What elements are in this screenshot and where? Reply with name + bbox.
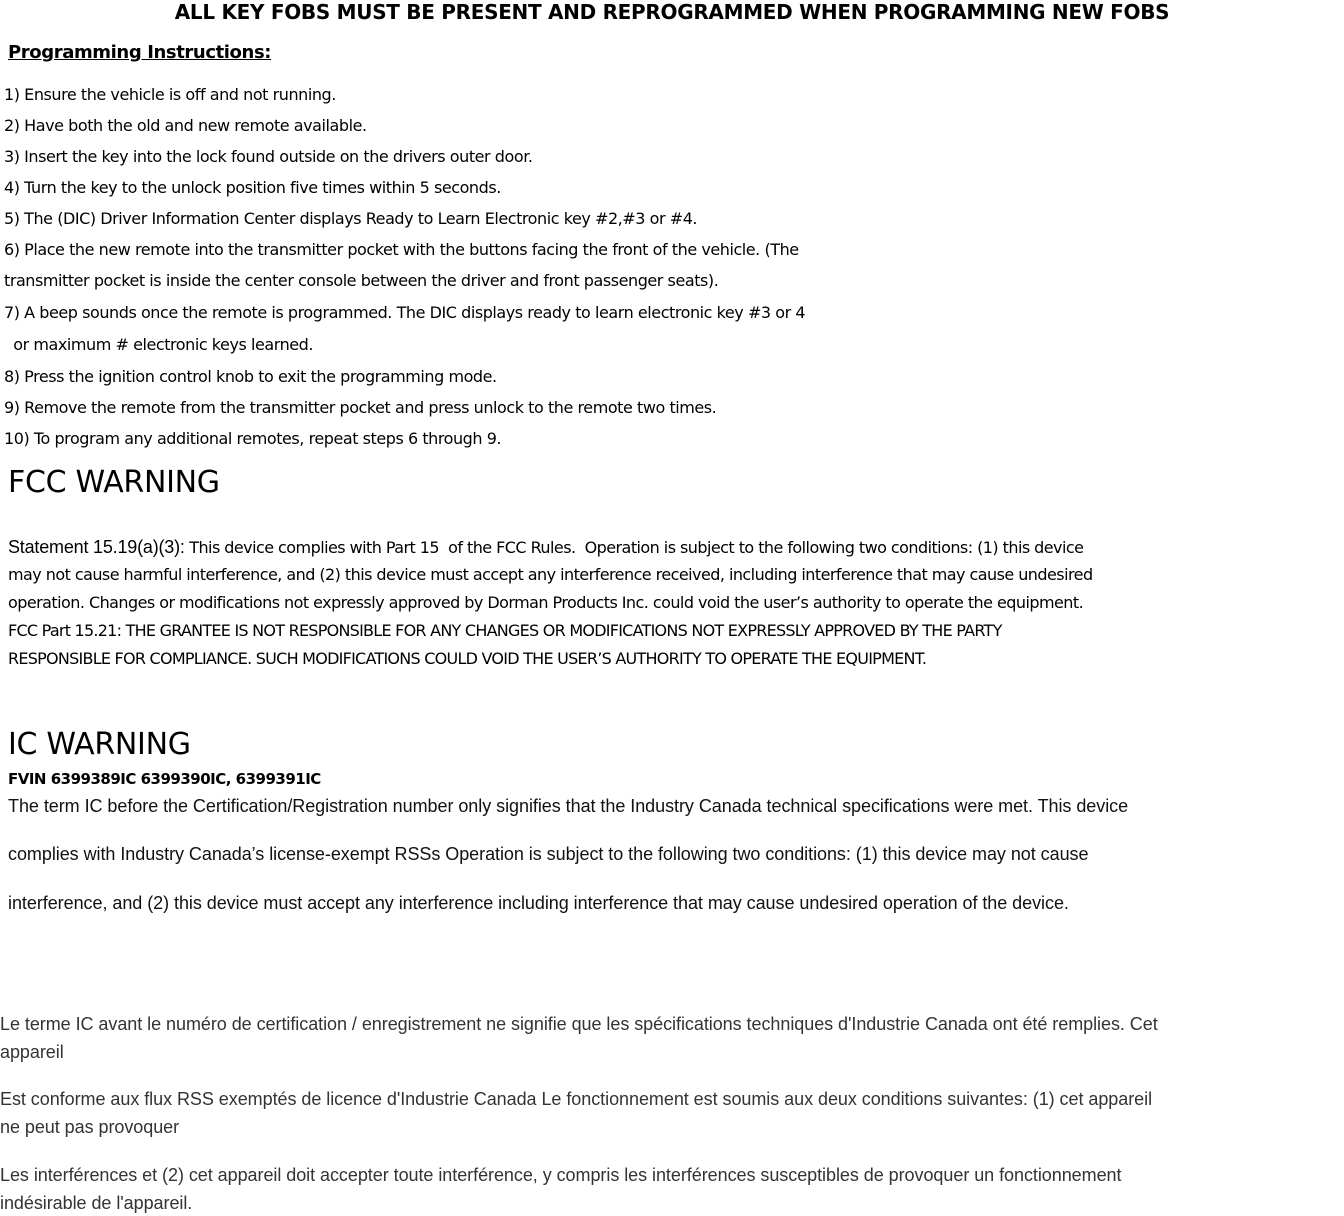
- fcc-statement-label: Statement 15.19(a)(3):: [8, 537, 185, 557]
- fcc-text-line: operation. Changes or modifications not expressly approved by Dorman Products Inc. could void the user’s authority to operate the equipment.: [8, 593, 1084, 612]
- ic-text-line: complies with Industry Canada’s license-exempt RSSs Operation is subject to the following two conditions: (1) this device may not cause: [8, 844, 1089, 864]
- fcc-statement-text: This device complies with Part 15 of the FCC Rules. Operation is subject to the following two conditions: (1) this device: [184, 538, 1084, 557]
- french-text-line: indésirable de l'appareil.: [0, 1193, 193, 1213]
- instruction-line: 5) The (DIC) Driver Information Center displays Ready to Learn Electronic key #2,#3 or #4.: [4, 209, 698, 228]
- instruction-line: transmitter pocket is inside the center console between the driver and front passenger seats).: [4, 271, 719, 290]
- key-fob-warning-banner: ALL KEY FOBS MUST BE PRESENT AND REPROGRAMMED WHEN PROGRAMMING NEW FOBS: [174, 0, 1170, 24]
- french-text-line: ne peut pas provoquer: [0, 1117, 180, 1137]
- fcc-warning-heading: FCC WARNING: [8, 465, 220, 500]
- french-text-line: Le terme IC avant le numéro de certification / enregistrement ne signifie que les spécifications techniques d'Industrie Canada ont été remplies. Cet: [0, 1014, 1158, 1034]
- instruction-line: 9) Remove the remote from the transmitter pocket and press unlock to the remote two times.: [4, 398, 717, 417]
- french-text-line: Les interférences et (2) cet appareil doit accepter toute interférence, y compris les interférences susceptibles de provoquer un fonctionnement: [0, 1165, 1122, 1185]
- ic-text-line: The term IC before the Certification/Registration number only signifies that the Industry Canada technical specifications were met. This device: [8, 796, 1129, 816]
- fcc-text-line: may not cause harmful interference, and (2) this device must accept any interference received, including interference that may cause undesired: [8, 565, 1093, 584]
- fcc-text-line: FCC Part 15.21: THE GRANTEE IS NOT RESPONSIBLE FOR ANY CHANGES OR MODIFICATIONS NOT EXPRESSLY APPROVED BY THE PARTY: [8, 621, 1002, 640]
- instruction-line: 10) To program any additional remotes, repeat steps 6 through 9.: [4, 429, 502, 448]
- ic-text-line: interference, and (2) this device must accept any interference including interference that may cause undesired operation of the device.: [8, 893, 1069, 913]
- fcc-text-line: RESPONSIBLE FOR COMPLIANCE. SUCH MODIFICATIONS COULD VOID THE USER’S AUTHORITY TO OPERATE THE EQUIPMENT.: [8, 649, 927, 668]
- instruction-line: 4) Turn the key to the unlock position five times within 5 seconds.: [4, 178, 501, 197]
- instruction-line: 6) Place the new remote into the transmitter pocket with the buttons facing the front of the vehicle. (The: [4, 240, 799, 259]
- ic-warning-heading: IC WARNING: [8, 727, 191, 762]
- instruction-line: 3) Insert the key into the lock found outside on the drivers outer door.: [4, 147, 533, 166]
- french-text-line: appareil: [0, 1042, 64, 1062]
- instruction-line: 1) Ensure the vehicle is off and not running.: [4, 85, 336, 104]
- fvin-numbers: FVIN 6399389IC 6399390IC, 6399391IC: [8, 770, 321, 788]
- instruction-line: 8) Press the ignition control knob to exit the programming mode.: [4, 367, 497, 386]
- instruction-line: 2) Have both the old and new remote available.: [4, 116, 367, 135]
- instruction-line: 7) A beep sounds once the remote is programmed. The DIC displays ready to learn electronic key #3 or 4: [4, 303, 806, 322]
- fcc-statement-line: [8, 536, 1083, 559]
- french-text-line: Est conforme aux flux RSS exemptés de licence d'Industrie Canada Le fonctionnement est soumis aux deux conditions suivantes: (1) cet appareil: [0, 1089, 1153, 1109]
- instruction-line: or maximum # electronic keys learned.: [4, 335, 314, 354]
- programming-instructions-title: Programming Instructions:: [8, 42, 272, 63]
